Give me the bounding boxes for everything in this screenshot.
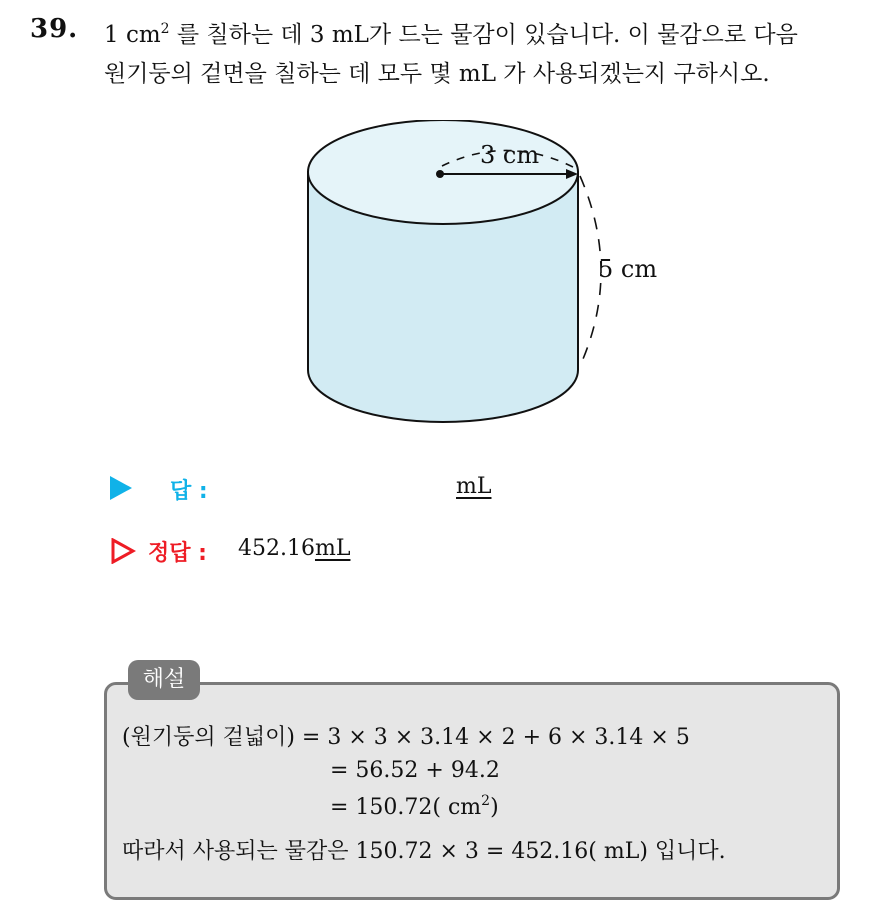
question-number: 39. <box>30 14 79 44</box>
correct-answer <box>238 536 350 561</box>
explanation-line-3 <box>330 795 499 820</box>
question-area-unit: 1 cm <box>104 22 161 48</box>
explanation-line-3-value: = 150.72( cm <box>330 795 482 820</box>
explanation-box <box>104 682 840 900</box>
correct-triangle-icon <box>110 538 136 564</box>
correct-answer-row <box>110 536 630 566</box>
answer-unit: mL <box>456 474 492 499</box>
answer-row <box>110 474 630 504</box>
question-text-line-1 <box>104 16 798 49</box>
explanation-line-4: 따라서 사용되는 물감은 150.72 × 3 = 452.16( mL) 입니다. <box>122 839 726 864</box>
answer-triangle-icon <box>110 476 132 500</box>
correct-label: 정답 : <box>148 541 207 566</box>
question-text-line-2: 원기둥의 겉면을 칠하는 데 모두 몇 mL 가 사용되겠는지 구하시오. <box>104 61 770 87</box>
cylinder-figure <box>290 120 670 430</box>
question-text-line-1-rest: 를 칠하는 데 3 mL가 드는 물감이 있습니다. 이 물감으로 다음 <box>169 22 798 48</box>
explanation-exponent: 2 <box>481 793 491 809</box>
correct-value: 452.16 <box>238 536 315 561</box>
correct-unit: mL <box>314 536 351 561</box>
height-label: 5 cm <box>598 255 658 283</box>
answer-label: 답 : <box>170 479 208 504</box>
explanation-tab: 해설 <box>128 660 200 700</box>
explanation-line-1: (원기둥의 겉넓이) = 3 × 3 × 3.14 × 2 + 6 × 3.14 × 5 <box>122 725 690 750</box>
explanation-line-3-close: ) <box>490 795 499 820</box>
radius-label: 3 cm <box>480 141 540 169</box>
question-area-exponent: 2 <box>160 21 170 37</box>
explanation-line-2: = 56.52 + 94.2 <box>330 758 500 783</box>
center-point <box>436 170 444 178</box>
